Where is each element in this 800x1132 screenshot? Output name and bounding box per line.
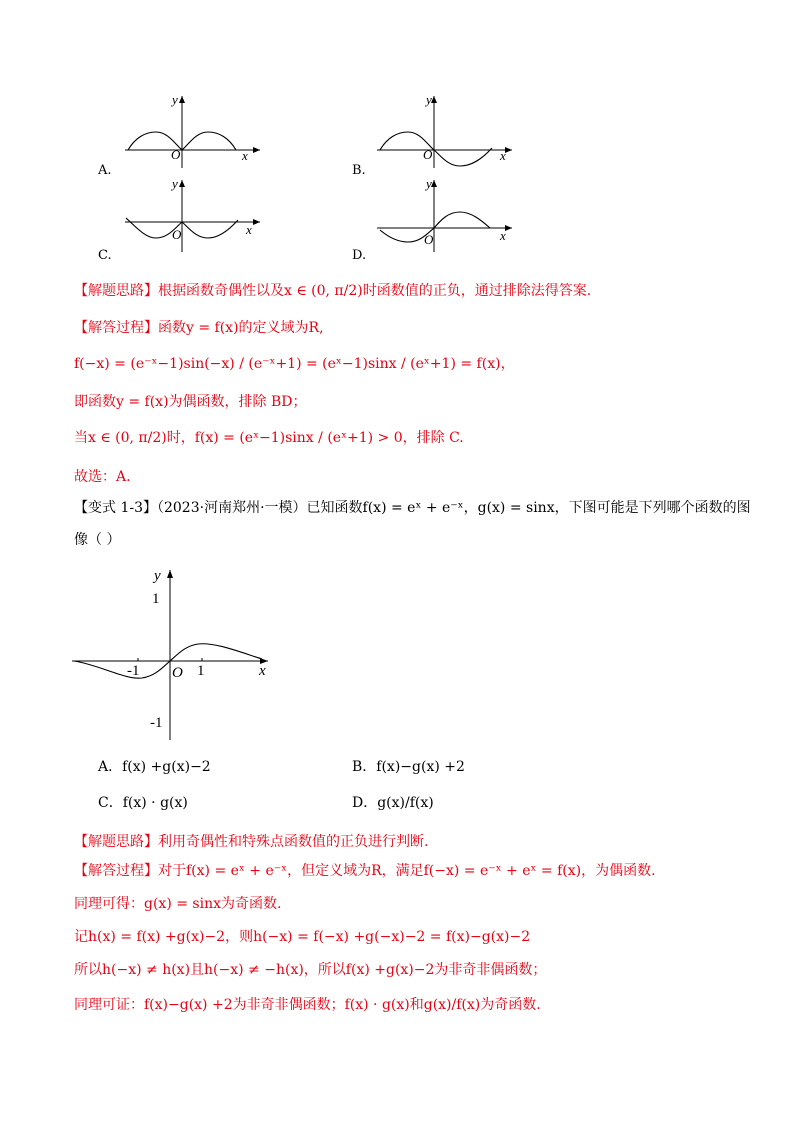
problem2-stem-line1: 【变式 1-3】（2023·河南郑州·一模）已知函数f(x) = eˣ + e⁻ˣ，g(x) = sinx，下图可能是下列哪个函数的图 — [74, 500, 751, 516]
solution1-thinking: 【解题思路】根据函数奇偶性以及x ∈ (0, π/2)时函数值的正负，通过排除法得答案. — [74, 283, 592, 299]
axis-x-label: x — [500, 148, 506, 163]
axis-y-label: y — [172, 92, 178, 107]
solution1-process-title: 【解答过程】函数y = f(x)的定义域为R, — [74, 320, 324, 336]
origin-label: O — [172, 227, 182, 242]
option2-b[interactable]: B．f(x)−g(x) +2 — [352, 759, 465, 775]
solution2-thinking: 【解题思路】利用奇偶性和特殊点函数值的正负进行判断. — [74, 834, 429, 850]
problem2-graph — [70, 562, 280, 744]
solution1-answer: 故选：A. — [74, 469, 131, 485]
solution1-step2: 即函数y = f(x)为偶函数，排除 BD； — [74, 394, 307, 410]
axis-y-label: y — [172, 176, 178, 191]
axis-y-label: y — [426, 176, 432, 191]
axis-x-label: x — [259, 663, 266, 679]
origin-label: O — [171, 147, 181, 162]
axis-x-label: x — [242, 148, 248, 163]
origin-label: O — [424, 232, 434, 247]
solution2-line2: 同理可得：g(x) = sinx为奇函数. — [74, 896, 282, 912]
option-b-label[interactable]: B. — [352, 163, 366, 178]
solution1-step3: 当x ∈ (0, π/2)时，f(x) = (eˣ−1)sinx / (eˣ+1) > 0，排除 C. — [74, 430, 464, 446]
origin-label: O — [423, 147, 433, 162]
option2-d[interactable]: D．g(x)/f(x) — [352, 795, 434, 811]
axis-y-label: y — [426, 92, 432, 107]
solution2-line4: 所以h(−x) ≠ h(x)且h(−x) ≠ −h(x)，所以f(x) +g(x)−2为非奇非偶函数； — [74, 962, 547, 978]
y-tick-1: 1 — [152, 591, 160, 607]
option-c-graph — [120, 176, 270, 254]
option-b-graph — [372, 92, 522, 170]
option-a-graph — [120, 92, 270, 170]
solution2-process: 【解答过程】对于f(x) = eˣ + e⁻ˣ，但定义域为R，满足f(−x) = e⁻ˣ + eˣ = f(x)，为偶函数. — [74, 863, 656, 879]
option2-c[interactable]: C．f(x) · g(x) — [98, 795, 188, 811]
option-c-label[interactable]: C. — [98, 248, 112, 263]
x-tick-minus-1: -1 — [127, 663, 140, 679]
axis-y-label: y — [154, 568, 161, 584]
option-d-graph — [372, 176, 522, 254]
y-tick-minus-1: -1 — [150, 715, 163, 731]
x-tick-1: 1 — [197, 663, 205, 679]
axis-x-label: x — [246, 222, 252, 237]
origin-label: O — [172, 665, 183, 681]
solution2-line3: 记h(x) = f(x) +g(x)−2，则h(−x) = f(−x) +g(−x)−2 = f(x)−g(x)−2 — [74, 929, 531, 945]
solution2-line5: 同理可证：f(x)−g(x) +2为非奇非偶函数；f(x) · g(x)和g(x)/f(x)为奇函数. — [74, 997, 541, 1013]
option-d-label[interactable]: D. — [352, 248, 367, 263]
problem2-stem-line2: 像（ ） — [74, 532, 121, 548]
option2-a[interactable]: A．f(x) +g(x)−2 — [98, 759, 211, 775]
solution1-step1: f(−x) = (e⁻ˣ−1)sin(−x) / (e⁻ˣ+1) = (eˣ−1)sinx / (eˣ+1) = f(x)， — [74, 356, 515, 372]
option-a-label[interactable]: A. — [98, 163, 112, 178]
axis-x-label: x — [500, 228, 506, 243]
